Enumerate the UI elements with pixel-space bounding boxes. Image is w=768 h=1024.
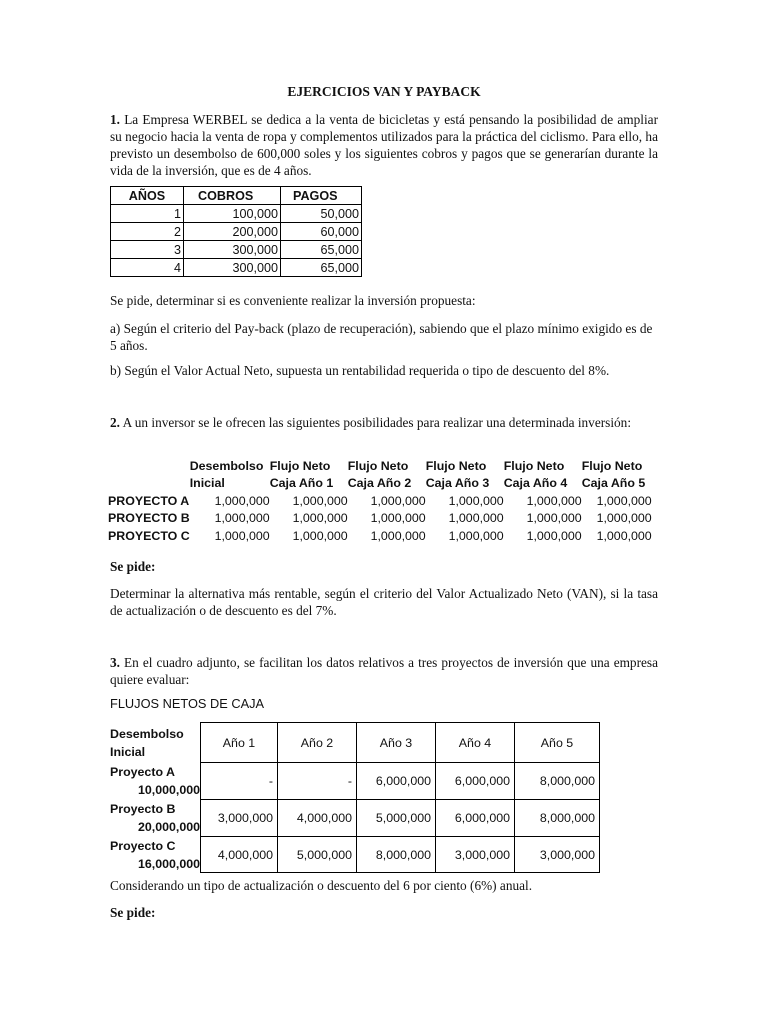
flow-value: 6,000,000 [357, 763, 436, 800]
exercise-1-part-a: a) Según el criterio del Pay-back (plazo de recuperación), sabiendo que el plazo mínimo exigido es de 5 años. [110, 321, 653, 353]
project-value: 1,000,000 [526, 528, 582, 543]
project-name: Proyecto C [110, 838, 176, 853]
flow-value: 8,000,000 [515, 800, 600, 837]
exercise-2-se-pide: Se pide: [110, 559, 156, 574]
row-pagos: 60,000 [281, 223, 362, 241]
corner-desembolso: Desembolso [110, 726, 184, 741]
header-cobros: COBROS [184, 187, 281, 205]
page-title: EJERCICIOS VAN Y PAYBACK [287, 84, 481, 99]
flow-value: 4,000,000 [201, 837, 278, 873]
project-initial: 16,000,000 [137, 856, 200, 871]
exercise-3-note: Considerando un tipo de actualización o descuento del 6 por ciento (6%) anual. [110, 878, 533, 893]
exercise-1-text [110, 111, 658, 179]
project-value: 1,000,000 [526, 493, 582, 508]
exercise-2-question: Determinar la alternativa más rentable, según el criterio del Valor Actualizado Neto (VAN), si la tasa de actualización o de descuento es del 7%. [110, 586, 658, 618]
project-value: 1,000,000 [214, 528, 270, 543]
flow-value: 3,000,000 [515, 837, 600, 873]
header-flujo-4: Flujo Neto [503, 458, 565, 473]
year-header: Año 4 [436, 723, 515, 763]
project-label [110, 837, 201, 873]
row-cobros: 300,000 [184, 241, 281, 259]
year-header: Año 5 [515, 723, 600, 763]
table-row [110, 800, 600, 837]
year-header: Año 3 [357, 723, 436, 763]
flow-value: - [201, 763, 278, 800]
header-caja-2: Caja Año 2 [347, 476, 412, 491]
flow-value: 6,000,000 [436, 800, 515, 837]
exercise-1-statement: La Empresa WERBEL se dedica a la venta de bicicletas y está pensando la posibilidad de ampliar su negocio hacia la venta de ropa y complementos utilizados para la práctica del ciclismo. Para ello, ha previsto un desembolso de 600,000 soles y los siguientes cobros y pagos que se generarían durante la vida de la inversión, que es de 4 años. [110, 112, 658, 178]
table-row [108, 492, 652, 510]
header-caja-3: Caja Año 3 [425, 476, 490, 491]
project-value: 1,000,000 [526, 511, 582, 526]
table-header-row [108, 475, 652, 493]
exercise-1-ask: Se pide, determinar si es conveniente realizar la inversión propuesta: [110, 293, 476, 308]
project-name: PROYECTO B [108, 511, 190, 526]
table-header-row [108, 457, 652, 475]
exercise-3-text [110, 654, 658, 688]
project-value: 1,000,000 [370, 493, 426, 508]
row-year: 2 [111, 223, 184, 241]
project-value: 1,000,000 [596, 528, 652, 543]
row-pagos: 65,000 [281, 259, 362, 277]
flow-value: 4,000,000 [278, 800, 357, 837]
projects-table [108, 457, 652, 545]
table-row [110, 763, 600, 800]
project-value: 1,000,000 [448, 528, 504, 543]
flow-value: 8,000,000 [357, 837, 436, 873]
table-row [111, 223, 362, 241]
header-caja-5: Caja Año 5 [581, 476, 646, 491]
project-name: PROYECTO C [108, 528, 190, 543]
header-caja-4: Caja Año 4 [503, 476, 568, 491]
project-name: Proyecto A [110, 764, 175, 779]
exercise-3-number: 3. [110, 655, 120, 670]
table-row [108, 510, 652, 528]
table-row [111, 241, 362, 259]
header-inicial: Inicial [189, 476, 225, 491]
project-label [110, 800, 201, 837]
project-value: 1,000,000 [448, 511, 504, 526]
project-value: 1,000,000 [214, 511, 270, 526]
corner-label [110, 723, 201, 763]
year-header: Año 2 [278, 723, 357, 763]
table-row [111, 259, 362, 277]
header-flujo-5: Flujo Neto [581, 458, 643, 473]
flujos-subtitle: FLUJOS NETOS DE CAJA [110, 696, 265, 711]
flujos-table [110, 722, 600, 873]
header-pagos: PAGOS [281, 187, 362, 205]
exercise-3-statement: En el cuadro adjunto, se facilitan los datos relativos a tres proyectos de inversión que una empresa quiere evaluar: [110, 655, 658, 687]
table-row [111, 205, 362, 223]
row-year: 4 [111, 259, 184, 277]
project-name: PROYECTO A [108, 493, 190, 508]
header-flujo-2: Flujo Neto [347, 458, 409, 473]
table-header-row [111, 187, 362, 205]
corner-inicial: Inicial [110, 744, 146, 759]
flow-value: - [278, 763, 357, 800]
flow-value: 8,000,000 [515, 763, 600, 800]
row-pagos: 50,000 [281, 205, 362, 223]
header-flujo-1: Flujo Neto [269, 458, 331, 473]
table-row [108, 527, 652, 545]
project-value: 1,000,000 [292, 528, 348, 543]
project-value: 1,000,000 [596, 511, 652, 526]
exercise-2-text [110, 414, 658, 431]
header-desembolso: Desembolso [189, 458, 264, 473]
row-cobros: 100,000 [184, 205, 281, 223]
exercise-2-number: 2. [110, 415, 120, 430]
row-year: 1 [111, 205, 184, 223]
exercise-3-se-pide: Se pide: [110, 905, 156, 920]
project-value: 1,000,000 [448, 493, 504, 508]
exercise-1-number: 1. [110, 112, 120, 127]
row-cobros: 300,000 [184, 259, 281, 277]
flow-value: 6,000,000 [436, 763, 515, 800]
flow-value: 5,000,000 [278, 837, 357, 873]
cash-flow-table [110, 186, 362, 277]
project-initial: 20,000,000 [137, 819, 200, 834]
row-cobros: 200,000 [184, 223, 281, 241]
header-anos: AÑOS [111, 187, 184, 205]
project-value: 1,000,000 [292, 493, 348, 508]
project-value: 1,000,000 [370, 528, 426, 543]
project-value: 1,000,000 [292, 511, 348, 526]
flow-value: 3,000,000 [436, 837, 515, 873]
flow-value: 5,000,000 [357, 800, 436, 837]
header-flujo-3: Flujo Neto [425, 458, 487, 473]
project-value: 1,000,000 [370, 511, 426, 526]
project-name: Proyecto B [110, 801, 176, 816]
row-year: 3 [111, 241, 184, 259]
row-pagos: 65,000 [281, 241, 362, 259]
project-value: 1,000,000 [596, 493, 652, 508]
project-label [110, 763, 201, 800]
table-row [110, 837, 600, 873]
project-value: 1,000,000 [214, 493, 270, 508]
year-header: Año 1 [201, 723, 278, 763]
exercise-1-part-b: b) Según el Valor Actual Neto, supuesta un rentabilidad requerida o tipo de descuento del 8%. [110, 363, 610, 378]
flow-value: 3,000,000 [201, 800, 278, 837]
exercise-2-statement: A un inversor se le ofrecen las siguientes posibilidades para realizar una determinada inversión: [122, 415, 632, 430]
table-header-row [110, 723, 600, 763]
project-initial: 10,000,000 [137, 782, 200, 797]
header-caja-1: Caja Año 1 [269, 476, 334, 491]
